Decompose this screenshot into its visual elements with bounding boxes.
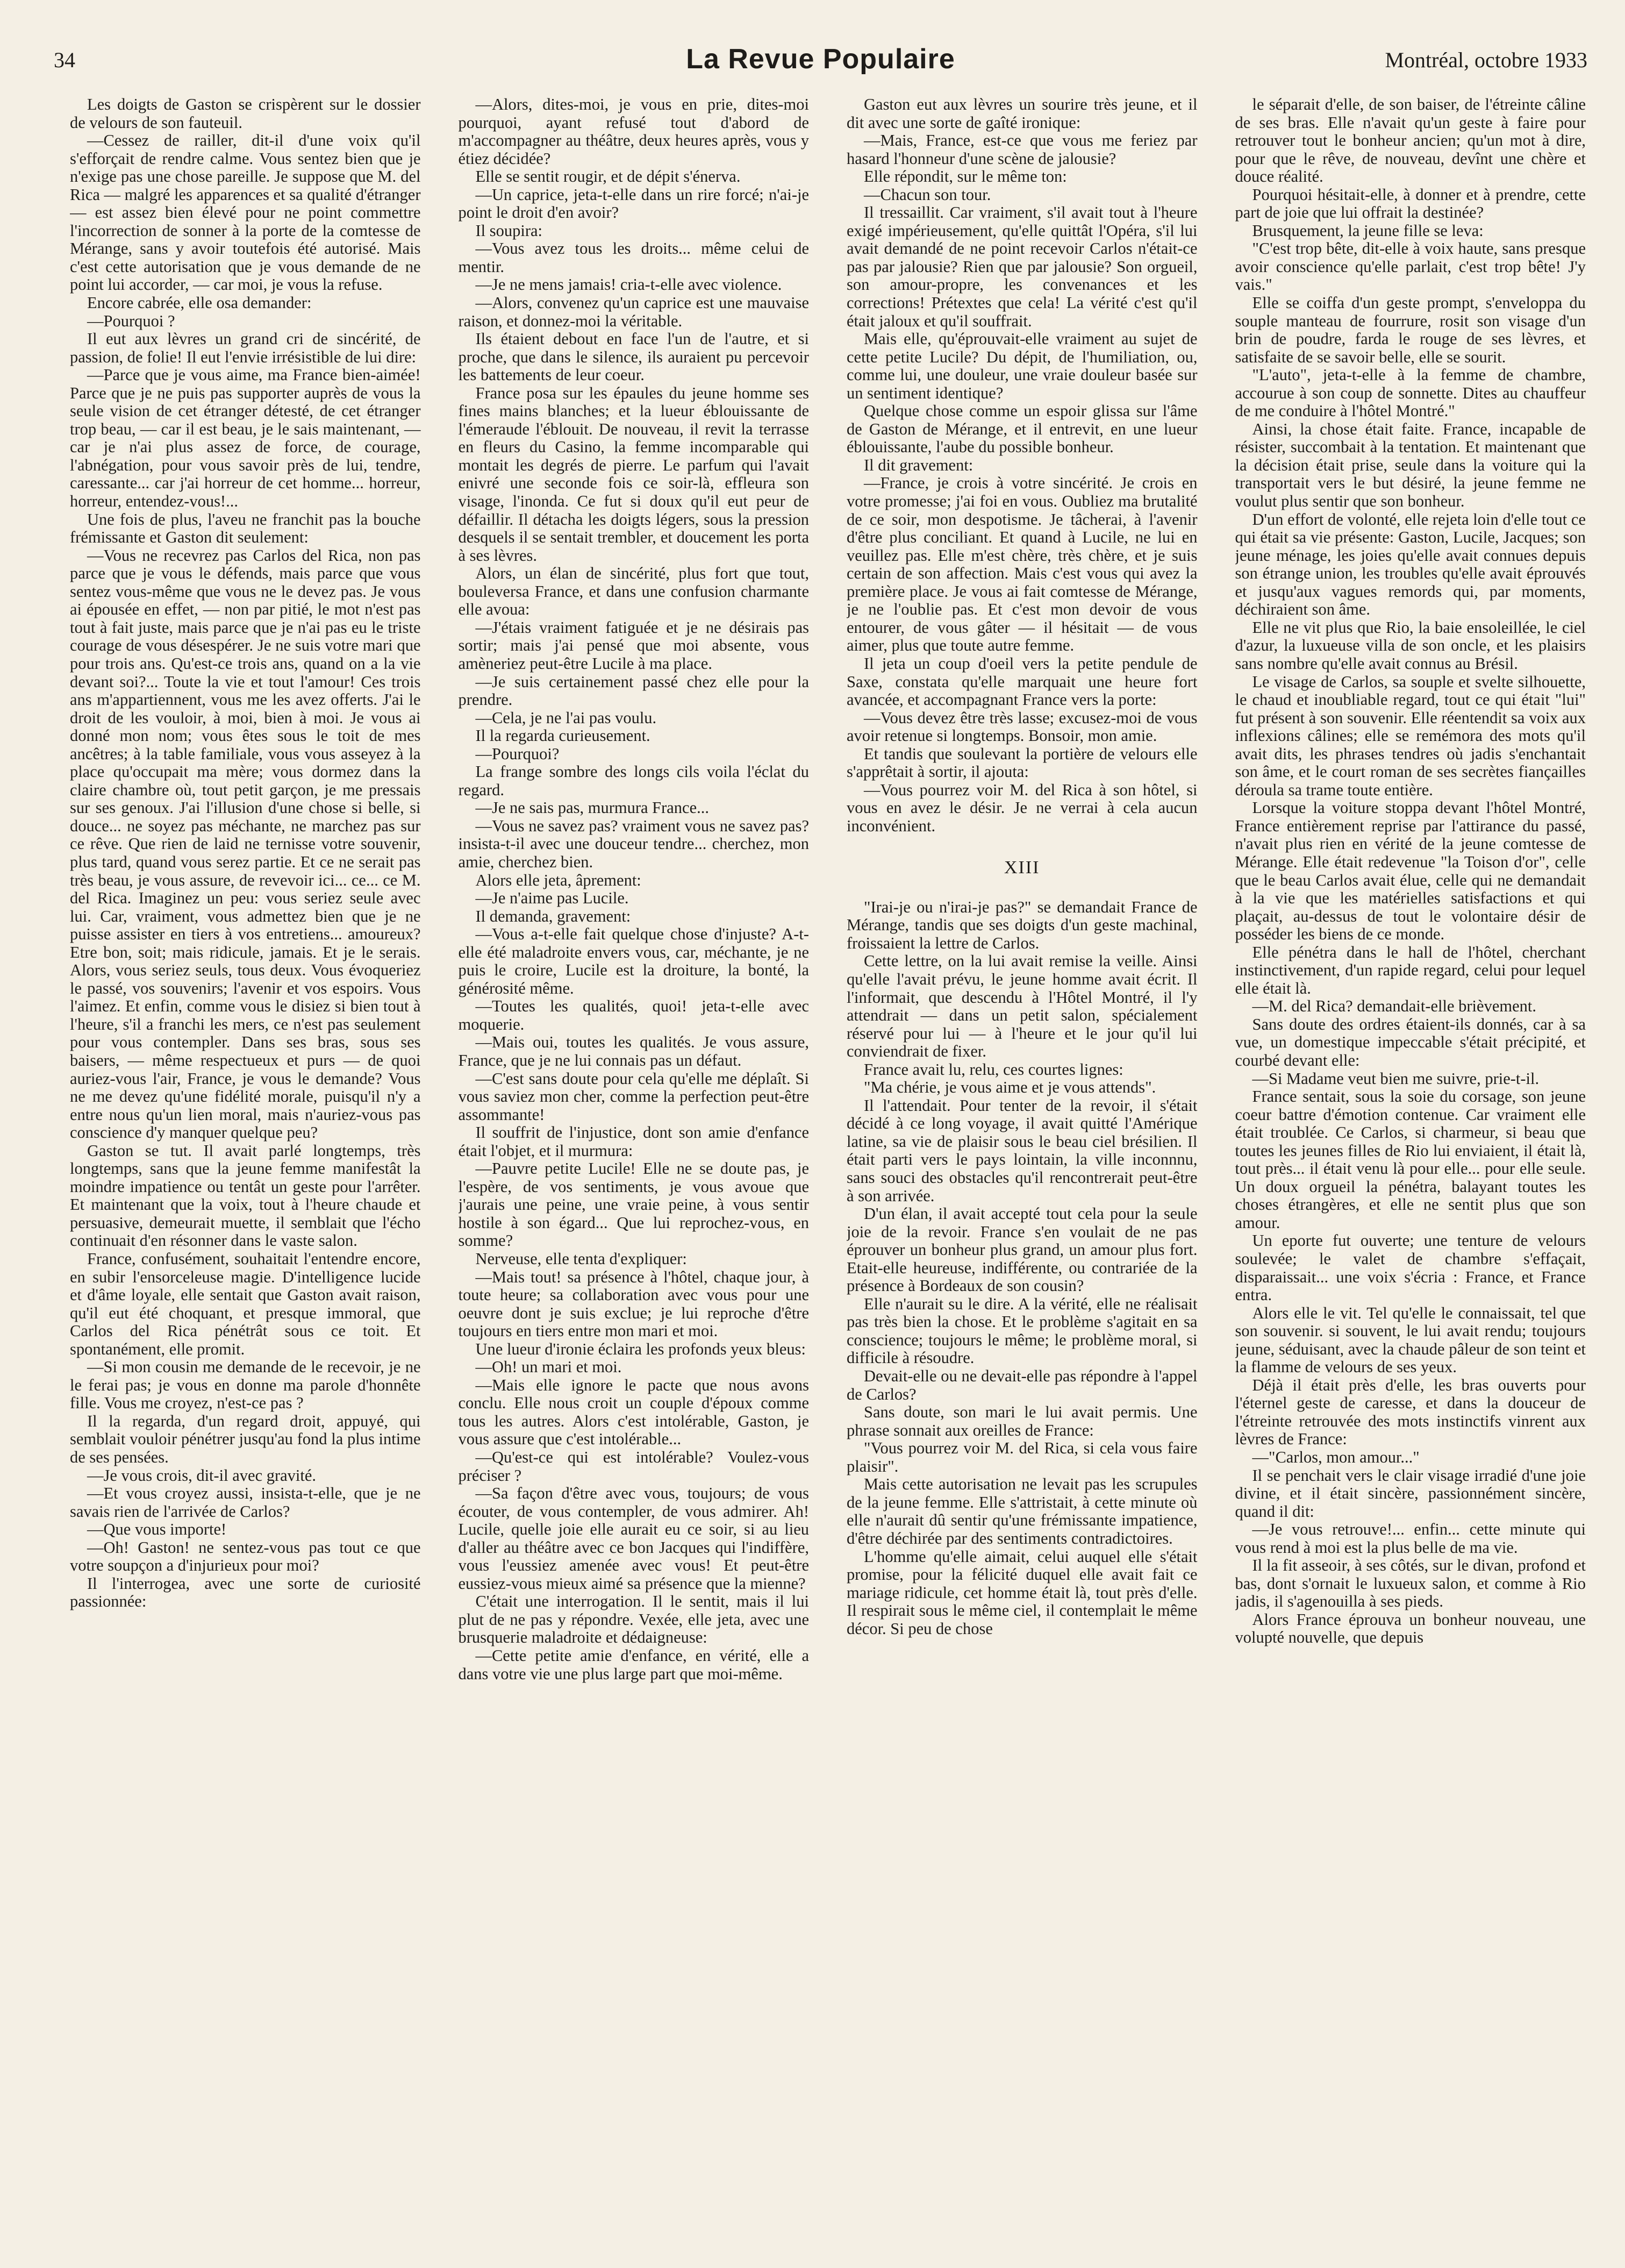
paragraph: —Mais tout! sa présence à l'hôtel, chaque jour, à toute heure; sa collaboration avec vous pour une oeuvre dont je suis exclue; je lui reproche d'être toujours en tiers entre mon mari et moi. (458, 1267, 809, 1340)
paragraph: —Vous ne savez pas? vraiment vous ne savez pas? insista-t-il avec une douceur tendre... cherchez, mon amie, cherchez bien. (458, 816, 809, 871)
paragraph: Alors, un élan de sincérité, plus fort que tout, bouleversa France, et dans une confusion charmante elle avoua: (458, 564, 809, 619)
paragraph: le séparait d'elle, de son baiser, de l'étreinte câline de ses bras. Elle n'avait qu'un geste à faire pour retrouver tout le bonheur ancien; qu'un mot à dire, pour que le rêve, de nouveau, devînt une chère et douce réalité. (1235, 96, 1586, 186)
paragraph: Le visage de Carlos, sa souple et svelte silhouette, le chaud et inoubliable regard, tout ce qui était "lui" fut présent à son souvenir. Elle réentendit sa voix aux inflexions câlines; elle se remémora des mots qu'il avait dits, les phrases tendres où jadis s'enchantait son âme, et le court roman de ses secrètes fiançailles déroula sa trame toute entière. (1235, 672, 1586, 799)
paragraph: —Chacun son tour. (864, 185, 991, 204)
paragraph: Une fois de plus, l'aveu ne franchit pas la bouche frémissante et Gaston dit seulement: (70, 510, 421, 547)
paragraph: —Pourquoi ? (87, 311, 175, 330)
paragraph: Il dit gravement: (864, 455, 973, 474)
paragraph: Gaston se tut. Il avait parlé longtemps, très longtemps, sans que la jeune femme manifestât la moindre impatience ou tentât un geste pour l'arrêter. Et maintenant que la voix, tout à l'heure chaude et persuasive, demeurait muette, il semblait que l'écho continuait d'en résonner dans le vaste salon. (70, 1141, 421, 1250)
paragraph: —"Carlos, mon amour..." (1252, 1448, 1420, 1467)
paragraph: —Vous pourrez voir M. del Rica à son hôtel, si vous en avez le désir. Je ne verrai à cela aucun inconvénient. (847, 780, 1198, 835)
paragraph: Il l'attendait. Pour tenter de la revoir, il s'était décidé à ce long voyage, il avait quitté l'Amérique latine, sa vie de plaisir sous le beau ciel brésilien. Il était parti vers le pays lointain, la ville inconnnu, sans souci des obstacles qu'il rencontrerait peut-être à son arrivée. (847, 1096, 1198, 1205)
paragraph: Quelque chose comme un espoir glissa sur l'âme de Gaston de Mérange, et il entrevit, en une lueur éblouissante, l'aube du possible bonheur. (847, 402, 1198, 457)
dateline: Montréal, octobre 1933 (1385, 48, 1587, 72)
paragraph: —Sa façon d'être avec vous, toujours; de vous écouter, de vous contempler, de vous admirer. Ah! Lucile, quelle joie elle aurait eu ce soir, si au lieu d'aller au théâtre avec ce bon Jacques qui l'indiffère, vous l'eussiez amenée avec vous! Et peut-être eussiez-vous mieux aimé sa présence que la mienne? (458, 1484, 809, 1593)
paragraph: Alors elle jeta, âprement: (475, 871, 641, 889)
paragraph: —Un caprice, jeta-t-elle dans un rire forcé; n'ai-je point le droit d'en avoir? (458, 185, 809, 222)
paragraph: —Et vous croyez aussi, insista-t-elle, que je ne savais rien de l'arrivée de Carlos? (70, 1484, 421, 1521)
column-2 (459, 96, 810, 2241)
paragraph: Sans doute des ordres étaient-ils donnés, car à sa vue, un domestique impeccable s'était précipité, et courbé devant elle: (1235, 1015, 1586, 1069)
paragraph: Elle ne vit plus que Rio, la baie ensoleillée, le ciel d'azur, la luxueuse villa de son oncle, et les plaisirs sans nombre qu'elle avait connus au Brésil. (1235, 618, 1586, 673)
paragraph: —J'étais vraiment fatiguée et je ne désirais pas sortir; mais j'ai pensé que moi absente, vous amèneriez peut-être Lucile à ma place. (458, 618, 809, 673)
paragraph: —Mais, France, est-ce que vous me feriez par hasard l'honneur d'une scène de jalousie? (847, 131, 1198, 168)
paragraph: —Qu'est-ce qui est intolérable? Voulez-vous préciser ? (458, 1448, 809, 1485)
paragraph: —Oh! Gaston! ne sentez-vous pas tout ce que votre soupçon a d'injurieux pour moi? (70, 1538, 421, 1575)
paragraph: —Que vous importe! (87, 1520, 227, 1539)
paragraph: —Parce que je vous aime, ma France bien-aimée! Parce que je ne puis pas supporter auprès de vous la seule vision de cet étranger détesté, de cet étranger trop beau, — car il est beau, je le sais maintenant, — car je n'ai plus assez de force, de courage, l'abnégation, pour vous savoir près de lui, tendre, caressante... car j'ai horreur de cet homme... horreur, horreur, entendez-vous!... (70, 366, 421, 511)
paragraph: Il souffrit de l'injustice, dont son amie d'enfance était l'objet, et il murmura: (458, 1123, 809, 1160)
paragraph: Il tressaillit. Car vraiment, s'il avait tout à l'heure exigé impérieusement, qu'elle quittât l'Opéra, s'il lui avait demandé de ne point recevoir Carlos n'était-ce pas par jalousie? Rien que par jalousie? Son orgueil, son amour-propre, les convenances et les corrections! Prétextes que cela! La vérité c'est qu'il était jaloux et qu'il souffrait. (847, 203, 1198, 330)
paragraph: Il la regarda curieusement. (475, 726, 650, 745)
paragraph: —France, je crois à votre sincérité. Je crois en votre promesse; j'ai foi en vous. Oubliez ma brutalité de ce soir, mon despotisme. Je tâcherai, à l'avenir d'être plus conciliant. Et quand à Lucile, ne lui en veuillez pas. Elle m'est chère, très chère, et je suis certain de son affection. Mais c'est vous qui avez la première place. Je vous ai fait comtesse de Mérange, je ne l'oublie pas. Et c'est mon devoir de vous entourer, de vous gâter — il hésitait — de vous aimer, plus que toute autre femme. (847, 474, 1198, 655)
paragraph: Les doigts de Gaston se crispèrent sur le dossier de velours de son fauteuil. (70, 96, 421, 132)
journal-title: La Revue Populaire (686, 44, 955, 75)
paragraph: Elle se sentit rougir, et de dépit s'énerva. (475, 167, 741, 186)
paragraph: Pourquoi hésitait-elle, à donner et à prendre, cette part de joie que lui offrait la destinée? (1235, 185, 1586, 222)
paragraph: Mais elle, qu'éprouvait-elle vraiment au sujet de cette petite Lucile? Du dépit, de l'humiliation, ou, comme lui, une douleur, une vraie douleur basée sur un sentiment identique? (847, 330, 1198, 402)
paragraph: —Je vous retrouve!... enfin... cette minute qui vous rend à moi est la plus belle de ma vie. (1235, 1520, 1586, 1557)
paragraph: —Vous ne recevrez pas Carlos del Rica, non pas parce que je vous le défends, mais parce que vous sentez vous-même que vous ne le devez pas. Je vous ai épousée en effet, — non par pitié, le mot n'est pas tout à fait juste, mais parce que je n'ai pas eu le triste courage de vous désespérer. Je ne suis votre mari que pour trois ans. Qu'est-ce trois ans, quand on a la vie devant soi?... Toute la vie et tout l'amour! Ces trois ans m'appartiennent, vous me les avez offerts. J'ai le droit de les vouloir, à moi, bien à moi. Je vous ai donné mon nom; vous êtes sous le toit de mes ancêtres; à la table familiale, vous vous asseyez à la place qu'occupait ma mère; vous dormez dans la claire chambre où, tout petit garçon, je me pressais sur ses genoux. J'ai l'illusion d'une chose si belle, si douce... ne soyez pas méchante, ne marchez pas sur ce rêve. Que rien de laid ne ternisse votre souvenir, plus tard, quand vous serez partie. Et ce ne serait pas très beau, je vous assure, de revevoir ici... ce... ce M. del Rica. Imaginez un peu: vous seriez seule avec lui. Car, vraiment, vous admettez bien que je ne puisse assister en tiers à vos entretiens... amoureux? Etre bon, soit; mais ridicule, jamais. Et je le serais. Alors, vous seriez seuls, tous deux. Vous évoqueriez le passé, vos souvenirs; l'avenir et vos espoirs. Vous l'aimez. Et enfin, comme vous le disiez si bien tout à l'heure, s'il a franchi les mers, ce n'est pas seulement pour vous contempler. Dans ses bras, sous ses baisers, — même respectueux et purs — de quoi auriez-vous l'air, France, je vous le demande? Vous ne me devez qu'une fidélité morale, puisqu'il n'y a entre nous qu'un lien moral, mais n'auriez-vous pas conscience d'y manquer quelque peu? (70, 546, 421, 1142)
paragraph: "Vous pourrez voir M. del Rica, si cela vous faire plaisir". (847, 1439, 1198, 1475)
paragraph: —Cessez de railler, dit-il d'une voix qu'il s'efforçait de rendre calme. Vous sentez bien que je n'exige pas une chose pareille. Je suppose que M. del Rica — malgré les apparences et sa qualité d'étranger — est assez bien élevé pour ne point commettre l'incorrection de sonner à la porte de la comtesse de Mérange, sans y avoir toutefois été autorisé. Mais c'est cette autorisation que je vous demande de ne point lui accorder, — car moi, je vous la refuse. (70, 131, 421, 294)
paragraph: —Je vous crois, dit-il avec gravité. (87, 1466, 317, 1485)
paragraph: —Vous avez tous les droits... même celui de mentir. (458, 239, 809, 276)
page-number: 34 (54, 48, 75, 72)
text-columns (70, 96, 1586, 2241)
paragraph: Elle pénétra dans le hall de l'hôtel, cherchant instinctivement, d'un rapide regard, celui pour lequel elle était là. (1235, 943, 1586, 997)
column-4 (1235, 96, 1586, 2241)
paragraph: —Oh! un mari et moi. (475, 1358, 622, 1377)
paragraph: —C'est sans doute pour cela qu'elle me déplaît. Si vous saviez mon cher, comme la perfection peut-être assommante! (458, 1069, 809, 1124)
paragraph: —Je ne mens jamais! cria-t-elle avec violence. (475, 275, 782, 294)
paragraph: Mais cette autorisation ne levait pas les scrupules de la jeune femme. Elle s'attristait, à cette minute où elle n'aurait dû sentir qu'une frémissante impatience, d'être déchirée par des sentiments contradictoires. (847, 1475, 1198, 1547)
paragraph: Un eporte fut ouverte; une tenture de velours soulevée; le valet de chambre s'effaçait, disparaissait... une voix s'écria : France, et France entra. (1235, 1231, 1586, 1304)
paragraph: La frange sombre des longs cils voila l'éclat du regard. (458, 762, 809, 799)
paragraph: Alors France éprouva un bonheur nouveau, une volupté nouvelle, que depuis (1235, 1610, 1586, 1647)
paragraph: L'homme qu'elle aimait, celui auquel elle s'était promise, pour la félicité duquel elle avait fait ce mariage ridicule, cet homme était là, tout près d'elle. Il respirait sous le même ciel, il contemplait le même décor. Si peu de chose (847, 1547, 1198, 1638)
paragraph: France posa sur les épaules du jeune homme ses fines mains blanches; et la lueur éblouissante de l'émeraude l'éblouit. De nouveau, il revit la terrasse en fleurs du Casino, la femme incomparable qui montait les degrés de pierre. Le parfum qui l'avait enivré une seconde fois ce soir-là, effleura son visage, l'inonda. Ce fut si doux qu'il eut peur de défaillir. Il détacha les doigts légers, sous la pression desquels il se sentait trembler, et doucement les porta à ses lèvres. (458, 383, 809, 565)
column-3 (847, 96, 1198, 2241)
paragraph: Ainsi, la chose était faite. France, incapable de résister, succombait à la tentation. Et maintenant que la décision était prise, seule dans la voiture qui la transportait vers le but désiré, la jeune femme ne voulut plus sentir que son bonheur. (1235, 419, 1586, 511)
paragraph: D'un élan, il avait accepté tout cela pour la seule joie de la revoir. France s'en voulait de ne pas éprouver un bonheur plus grand, un amour plus fort. Etait-elle heureuse, indifférente, ou contrariée de la présence à Bordeaux de son cousin? (847, 1204, 1198, 1295)
chapter-heading: XIII (1004, 858, 1040, 878)
paragraph: —Vous a-t-elle fait quelque chose d'injuste? A-t-elle été maladroite envers vous, car, méchante, je ne puis le croire, Lucile est la droiture, la bonté, la générosité même. (458, 925, 809, 997)
paragraph: —Toutes les qualités, quoi! jeta-t-elle avec moquerie. (458, 997, 809, 1033)
paragraph: Et tandis que soulevant la portière de velours elle s'apprêtait à sortir, il ajouta: (847, 744, 1198, 781)
paragraph: Il demanda, gravement: (475, 907, 631, 925)
paragraph: —Je suis certainement passé chez elle pour la prendre. (458, 672, 809, 709)
page-header (54, 43, 1587, 75)
paragraph: C'était une interrogation. Il le sentit, mais il lui plut de ne pas y répondre. Vexée, elle jeta, avec une brusquerie maladroite et dédaigneuse: (458, 1592, 809, 1647)
paragraph: —Alors, dites-moi, je vous en prie, dites-moi pourquoi, ayant refusé tout d'abord de m'accompagner au théâtre, deux heures après, vous y étiez décidée? (458, 96, 809, 168)
paragraph: Déjà il était près d'elle, les bras ouverts pour l'éternel geste de caresse, et dans la douceur de l'étreinte retrouvée des mots instinctifs vinrent aux lèvres de France: (1235, 1375, 1586, 1449)
paragraph: "Ma chérie, je vous aime et je vous attends". (864, 1078, 1156, 1097)
paragraph: Gaston eut aux lèvres un sourire très jeune, et il dit avec une sorte de gaîté ironique: (847, 96, 1198, 132)
paragraph: Lorsque la voiture stoppa devant l'hôtel Montré, France entièrement reprise par l'attirance du passé, n'avait plus rien en vérité de la jeune comtesse de Mérange. Elle était redevenue "la Toison d'or", celle que le beau Carlos avait élue, celle qui ne demandait à la vie que les matérielles satisfactions et qui plaçait, au-dessus de tout le volontaire désir de posséder les biens de ce monde. (1235, 798, 1586, 944)
paragraph: Il se penchait vers le clair visage irradié d'une joie divine, et il était sincère, passionnément sincère, quand il dit: (1235, 1466, 1586, 1521)
paragraph: —Alors, convenez qu'un caprice est une mauvaise raison, et donnez-moi la véritable. (458, 294, 809, 330)
paragraph: "Irai-je ou n'irai-je pas?" se demandait France de Mérange, tandis que ses doigts d'un geste machinal, froissaient la lettre de Carlos. (847, 897, 1198, 952)
paragraph: —Cela, je ne l'ai pas voulu. (475, 708, 657, 727)
paragraph: Ils étaient debout en face l'un de l'autre, et si proche, que dans le silence, ils auraient pu percevoir les battements de leur coeur. (458, 330, 809, 384)
paragraph: —Pourquoi? (475, 744, 560, 763)
paragraph: Il jeta un coup d'oeil vers la petite pendule de Saxe, constata qu'elle marquait une heure fort avancée, et accompagnant France vers la porte: (847, 654, 1198, 709)
paragraph: —Si mon cousin me demande de le recevoir, je ne le ferai pas; je vous en donne ma parole d'honnête fille. Vous me croyez, n'est-ce pas ? (70, 1358, 421, 1413)
paragraph: Cette lettre, on la lui avait remise la veille. Ainsi qu'elle l'avait prévu, le jeune homme avait écrit. Il l'informait, que descendu à l'Hôtel Montré, il l'y attendrait — dans un petit salon, spécialement réservé pour lui — à l'heure et le jour qu'il lui conviendrait de fixer. (847, 952, 1198, 1061)
paragraph: "C'est trop bête, dit-elle à voix haute, sans presque avoir conscience qu'elle parlait, c'est trop bête! J'y vais." (1235, 239, 1586, 294)
paragraph: Sans doute, son mari le lui avait permis. Une phrase sonnait aux oreilles de France: (847, 1403, 1198, 1439)
paragraph: Il soupira: (475, 221, 543, 240)
paragraph: Il eut aux lèvres un grand cri de sincérité, de passion, de folie! Il eut l'envie irrésistible de lui dire: (70, 330, 421, 366)
paragraph: D'un effort de volonté, elle rejeta loin d'elle tout ce qui était sa vie présente: Gaston, Lucile, Jacques; son jeune ménage, les joies qu'elle avait connues depuis son étrange union, les troubles qu'elle avait éprouvés et jusqu'aux vagues remords qui, par moments, déchiraient son âme. (1235, 510, 1586, 619)
paragraph: Elle n'aurait su le dire. A la vérité, elle ne réalisait pas très bien la chose. Et le problème s'agitait en sa conscience; toujours le même; le problème moral, si difficile à résoudre. (847, 1294, 1198, 1367)
paragraph: Il la regarda, d'un regard droit, appuyé, qui semblait vouloir pénétrer jusqu'au fond la plus intime de ses pensées. (70, 1411, 421, 1467)
paragraph: France avait lu, relu, ces courtes lignes: (864, 1060, 1123, 1079)
paragraph: "L'auto", jeta-t-elle à la femme de chambre, accourue à son coup de sonnette. Dites au chauffeur de me conduire à l'hôtel Montré." (1235, 366, 1586, 420)
paragraph: —M. del Rica? demandait-elle brièvement. (1252, 997, 1536, 1016)
paragraph: Il l'interrogea, avec une sorte de curiosité passionnée: (70, 1574, 421, 1611)
paragraph: France sentait, sous la soie du corsage, son jeune coeur battre d'émotion contenue. Car vraiment elle était troublée. Ce Carlos, si charmeur, si beau que toutes les jeunes filles de Rio lui enviaient, il était là, tout près... il était venu là pour elle... pour elle seule. Un doux orgueil la pénétra, balayant toutes les choses étrangères, et elle ne sentit plus que son amour. (1235, 1087, 1586, 1232)
paragraph: Devait-elle ou ne devait-elle pas répondre à l'appel de Carlos? (847, 1367, 1198, 1403)
paragraph: —Si Madame veut bien me suivre, prie-t-il. (1252, 1069, 1540, 1088)
paragraph: Encore cabrée, elle osa demander: (87, 294, 312, 312)
paragraph: France, confusément, souhaitait l'entendre encore, en subir l'ensorceleuse magie. D'intelligence lucide et d'âme loyale, elle sentait que Gaston avait raison, qu'il eut été choquant, et presque immoral, que Carlos del Rica pénétrât sous ce toit. Et spontanément, elle promit. (70, 1250, 421, 1358)
paragraph: Il la fit asseoir, à ses côtés, sur le divan, profond et bas, dont s'ornait le luxueux salon, et comme à Rio jadis, il s'agenouilla à ses pieds. (1235, 1556, 1586, 1611)
paragraph: Brusquement, la jeune fille se leva: (1252, 221, 1484, 240)
paragraph: Alors elle le vit. Tel qu'elle le connaissait, tel que son souvenir. si souvent, le lui avait rendu; toujours jeune, séduisant, avec la chaude pâleur de son teint et la flamme de velours de ses yeux. (1235, 1303, 1586, 1377)
paragraph: —Mais oui, toutes les qualités. Je vous assure, France, que je ne lui connais pas un défaut. (458, 1033, 809, 1069)
paragraph: —Vous devez être très lasse; excusez-moi de vous avoir retenue si longtemps. Bonsoir, mon amie. (847, 708, 1198, 745)
paragraph: Elle répondit, sur le même ton: (864, 167, 1067, 186)
paragraph: —Je ne sais pas, murmura France... (475, 798, 710, 817)
paragraph: —Mais elle ignore le pacte que nous avons conclu. Elle nous croit un couple d'époux comme tous les autres. Alors c'est intolérable, Gaston, je vous assure que c'est intolérable... (458, 1375, 809, 1449)
paragraph: Elle se coiffa d'un geste prompt, s'enveloppa du souple manteau de fourrure, rosit son visage d'un brin de poudre, farda le rouge de ses lèvres, et satisfaite de se savoir belle, elle se sourit. (1235, 294, 1586, 366)
paragraph: —Je n'aime pas Lucile. (475, 889, 629, 908)
paragraph: Une lueur d'ironie éclaira les profonds yeux bleus: (475, 1339, 806, 1358)
paragraph: Nerveuse, elle tenta d'expliquer: (475, 1250, 687, 1268)
paragraph: —Cette petite amie d'enfance, en vérité, elle a dans votre vie une plus large part que moi-même. (458, 1646, 809, 1683)
column-1 (70, 96, 421, 2241)
paragraph: —Pauvre petite Lucile! Elle ne se doute pas, je l'espère, de vos sentiments, je vous avoue que j'aurais une peine, une vraie peine, à vous sentir hostile à son égard... Que lui reprochez-vous, en somme? (458, 1159, 809, 1250)
